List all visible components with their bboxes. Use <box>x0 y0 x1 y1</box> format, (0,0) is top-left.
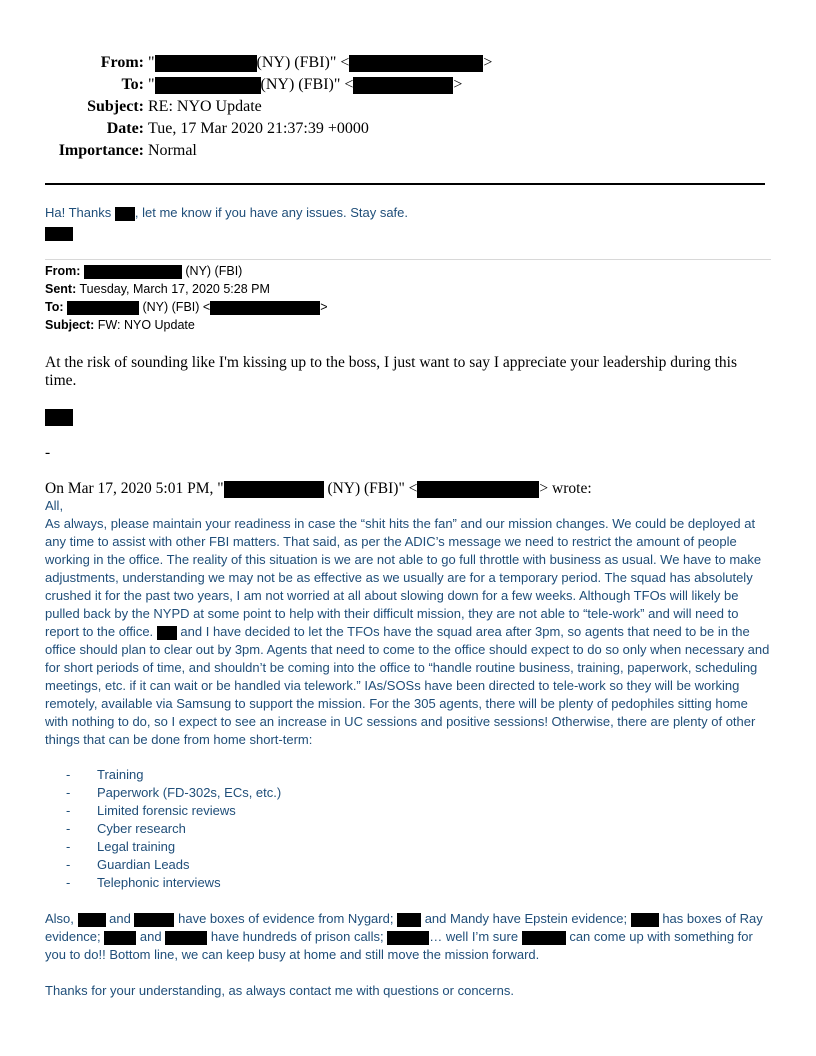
list-item-text: Paperwork (FD-302s, ECs, etc.) <box>97 785 282 800</box>
fwd-subject-value: FW: NYO Update <box>97 318 195 332</box>
p2-c: have boxes of evidence from Nygard; <box>178 911 394 926</box>
fwd-sent-row <box>45 280 270 298</box>
fwd-from-value: (NY) (FBI) <box>185 264 243 278</box>
fwd-sent-label: Sent: <box>45 282 77 296</box>
p2-f: and <box>139 929 162 944</box>
redaction-block <box>210 301 320 315</box>
paragraph-1 <box>45 515 773 749</box>
reply-text-a: Ha! Thanks <box>45 205 112 220</box>
p2-g: have hundreds of prison calls; <box>210 929 384 944</box>
fwd-subject-row <box>45 316 195 334</box>
redaction-block <box>224 481 324 498</box>
to-label: To: <box>121 76 144 93</box>
list-item-text: Cyber research <box>97 821 186 836</box>
para1-part-b: and I have decided to let the TFOs have the squad area after 3pm, so agents that need to be in the office should plan to clear out by 3pm. Agents that need to come to the office should expect to do so only when necessary and for short periods of time, and shouldn’t be coming into the office to “handle routine business, training, paperwork, scheduling meetings, etc. if it can wait or be handled via telework.” IAs/SOSs have been directed to tele-work so they will be working remotely, available via Samsung to support the mission. For the 305 agents, there will be plenty of pedophiles sitting home with nothing to do, so I expect to see an increase in UC sessions and positive sessions! Otherwise, there are plenty of other things that can be done from home short-term: <box>45 624 770 747</box>
p2-i: can come up with something for you to do!! Bottom line, we can keep busy at home and still move the mission forward. <box>45 929 753 962</box>
para1-part-a: As always, please maintain your readiness in case the “shit hits the fan” and our mission changes. We could be deployed at any time to assist with other FBI matters. That said, as per the ADIC’s message we need to restrict the amount of people working in the office. The reality of this situation is we are not able to go full throttle with business as usual. We have to make adjustments, understanding we may not be as effective as we usually are for a temporary period. The squad has absolutely crushed it for the past two years, I am not worried at all about slowing down for a few weeks. Although TFOs will likely be pulled back by the NYPD at some point to help with their difficult mission, they are not able to “tele-work” and will need to report to the office. <box>45 516 762 639</box>
fwd-to-end: > <box>320 300 328 314</box>
subject-value: RE: NYO Update <box>148 98 262 115</box>
header-importance-row <box>0 140 816 162</box>
list-item-text: Training <box>97 767 144 782</box>
p2-h: … well I’m sure <box>429 929 519 944</box>
redaction-block <box>522 931 566 945</box>
list-item <box>66 856 281 874</box>
header-from-row <box>0 52 816 74</box>
redaction-block <box>67 301 139 315</box>
list-item <box>66 784 281 802</box>
redaction-block <box>115 207 135 221</box>
list-dash: - <box>66 875 71 890</box>
reply-text-b: , let me know if you have any issues. Stay safe. <box>134 205 409 220</box>
list-item <box>66 802 281 820</box>
fwd-from-row <box>45 262 242 280</box>
paragraph-2-text <box>45 910 773 964</box>
importance-value: Normal <box>148 142 197 159</box>
list-item <box>66 766 281 784</box>
fwd-to-row <box>45 298 328 316</box>
list-item <box>66 874 281 892</box>
quote-pre: On Mar 17, 2020 5:01 PM, " <box>45 480 224 497</box>
to-quote: " <box>148 76 155 93</box>
p2-a: Also, <box>45 911 74 926</box>
list-item-text: Guardian Leads <box>97 857 190 872</box>
closing-line: Thanks for your understanding, as always contact me with questions or concerns. <box>45 983 514 998</box>
p2-b: and <box>109 911 131 926</box>
redaction-block <box>78 913 106 927</box>
redaction-block <box>397 913 421 927</box>
header-subject-row <box>0 96 816 118</box>
from-org: (NY) (FBI)" < <box>256 54 350 71</box>
list-dash: - <box>66 803 71 818</box>
from-label: From: <box>100 54 144 71</box>
list-dash: - <box>66 767 71 782</box>
p2-d: and Mandy have Epstein evidence; <box>424 911 628 926</box>
fwd-from-label: From: <box>45 264 81 278</box>
date-label: Date: <box>106 120 144 137</box>
redaction-block <box>155 77 261 94</box>
fwd-to-label: To: <box>45 300 64 314</box>
redaction-block <box>349 55 483 72</box>
list-item-text: Legal training <box>97 839 176 854</box>
list-dash: - <box>66 839 71 854</box>
list-dash: - <box>66 821 71 836</box>
redaction-block <box>134 913 174 927</box>
from-quote: " <box>148 54 155 71</box>
paragraph-2 <box>45 910 773 964</box>
redaction-block <box>155 55 257 72</box>
header-divider <box>45 183 765 185</box>
task-list <box>66 766 281 892</box>
header-to-row <box>0 74 816 96</box>
redaction-signature <box>45 409 73 426</box>
quote-mid: (NY) (FBI)" < <box>327 480 418 497</box>
redaction-block <box>157 626 177 640</box>
fwd-to-value: (NY) (FBI) < <box>142 300 211 314</box>
list-item <box>66 838 281 856</box>
from-end: > <box>483 54 493 71</box>
redaction-block <box>104 931 136 945</box>
reply-text <box>45 204 408 241</box>
message-text: At the risk of sounding like I'm kissing up to the boss, I just want to say I appreciate your leadership during this time. <box>45 354 738 389</box>
quote-post: > wrote: <box>539 480 592 497</box>
date-value: Tue, 17 Mar 2020 21:37:39 +0000 <box>148 120 369 137</box>
message-dash: - <box>45 444 51 461</box>
original-body <box>45 497 773 749</box>
redaction-block <box>631 913 659 927</box>
quote-line <box>45 480 770 498</box>
list-dash: - <box>66 785 71 800</box>
fwd-subject-label: Subject: <box>45 318 95 332</box>
to-org: (NY) (FBI)" < <box>260 76 354 93</box>
subject-label: Subject: <box>87 98 144 115</box>
list-item-text: Limited forensic reviews <box>97 803 236 818</box>
list-item-text: Telephonic interviews <box>97 875 221 890</box>
importance-label: Importance: <box>58 142 144 159</box>
p2-e: has boxes of Ray evidence; <box>45 911 763 944</box>
from-value <box>148 52 492 74</box>
list-item <box>66 820 281 838</box>
to-end: > <box>453 76 463 93</box>
to-value <box>148 74 462 96</box>
forward-divider <box>45 259 771 260</box>
redaction-block <box>84 265 182 279</box>
redaction-block <box>165 931 207 945</box>
list-dash: - <box>66 857 71 872</box>
redaction-block <box>387 931 429 945</box>
greeting: All, <box>45 498 64 513</box>
redaction-block <box>353 77 453 94</box>
message-signature <box>45 408 770 426</box>
fwd-sent-value: Tuesday, March 17, 2020 5:28 PM <box>79 282 270 296</box>
redaction-block <box>417 481 539 498</box>
header-date-row <box>0 118 816 140</box>
redaction-signature <box>45 227 73 241</box>
